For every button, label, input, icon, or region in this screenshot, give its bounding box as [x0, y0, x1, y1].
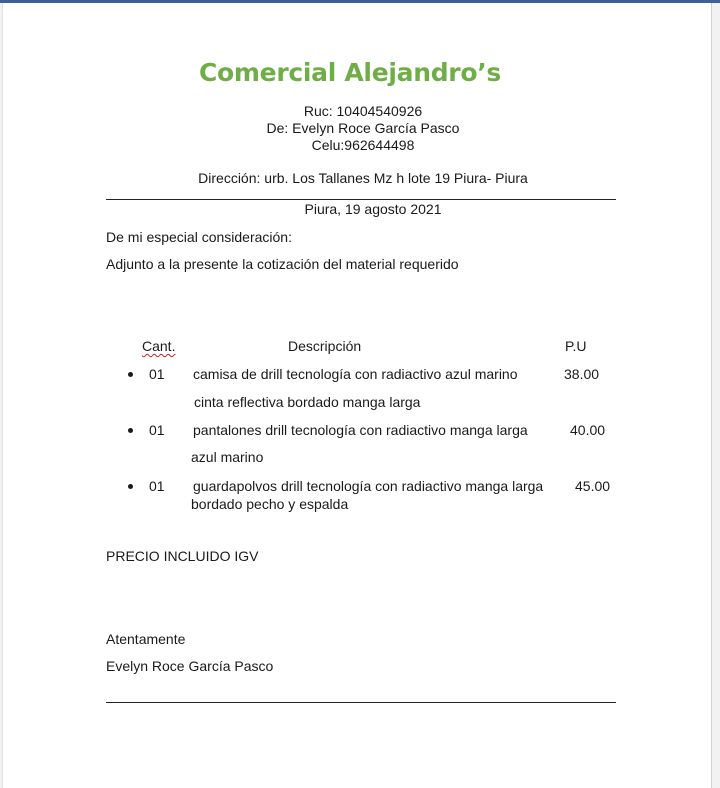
tax-note: PRECIO INCLUIDO IGV — [106, 548, 259, 564]
letter-date: Piura, 19 agosto 2021 — [304, 201, 442, 217]
intro-text: Adjunto a la presente la cotización del material requerido — [106, 256, 459, 272]
closing: Atentamente — [106, 631, 186, 647]
company-name — [199, 57, 501, 89]
header-divider — [106, 199, 616, 200]
row-description-cont: bordado pecho y espalda — [191, 496, 349, 512]
row-price: 45.00 — [575, 478, 611, 494]
signature-name: Evelyn Roce García Pasco — [106, 658, 274, 674]
ruc-line: Ruc: 10404540926 — [303, 103, 423, 119]
col-header-unit-price: P.U — [565, 338, 587, 354]
row-description: camisa de drill tecnología con radiactivo azul marino — [193, 366, 518, 382]
row-description-cont: cinta reflectiva bordado manga larga — [194, 394, 421, 410]
from-line: De: Evelyn Roce García Pasco — [266, 120, 460, 136]
bullet-icon — [128, 372, 133, 377]
col-header-description: Descripción — [288, 338, 362, 354]
company-name-text: Comercial Alejandro’s — [199, 58, 501, 87]
row-description-cont: azul marino — [191, 449, 264, 465]
bullet-icon — [128, 484, 133, 489]
row-qty: 01 — [149, 478, 165, 494]
bullet-icon — [128, 428, 133, 433]
row-description: guardapolvos drill tecnología con radiactivo manga larga — [193, 478, 544, 494]
col-header-qty: Cant. — [142, 338, 176, 354]
footer-divider — [106, 702, 616, 703]
document-page — [2, 3, 712, 788]
phone-line: Celu:962644498 — [311, 137, 415, 153]
salutation: De mi especial consideración: — [106, 229, 292, 245]
address-line: Dirección: urb. Los Tallanes Mz h lote 19 Piura- Piura — [198, 170, 528, 186]
row-price: 40.00 — [570, 422, 606, 438]
row-qty: 01 — [149, 422, 165, 438]
row-description: pantalones drill tecnología con radiactivo manga larga — [193, 422, 528, 438]
row-price: 38.00 — [564, 366, 600, 382]
row-qty: 01 — [149, 366, 165, 382]
